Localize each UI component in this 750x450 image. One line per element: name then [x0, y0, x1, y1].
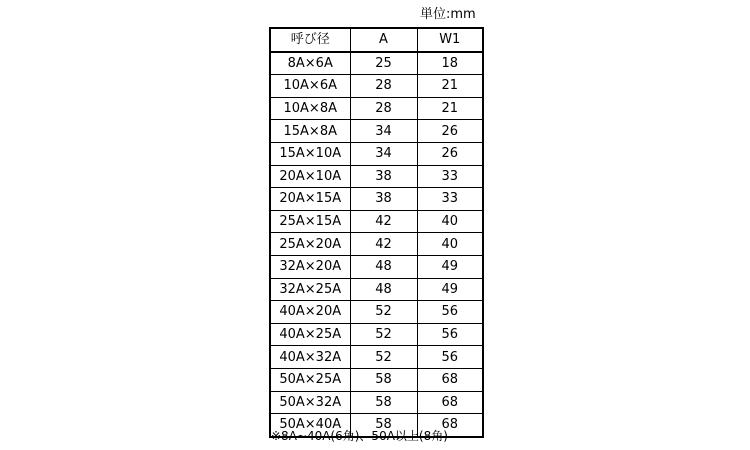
table-row: [270, 142, 483, 165]
table-row: [270, 391, 483, 414]
table-row: [270, 323, 483, 346]
cell-a: 52: [350, 346, 417, 369]
cell-a: 52: [350, 301, 417, 324]
cell-a: 48: [350, 255, 417, 278]
header-nominal-size: 呼び径: [270, 28, 350, 52]
cell-a: 28: [350, 97, 417, 120]
cell-nominal-size: 40A×20A: [270, 301, 350, 324]
cell-nominal-size: 10A×8A: [270, 97, 350, 120]
table-row: [270, 368, 483, 391]
footnote: ※8A~40A(6角)、50A以上(8角): [271, 429, 448, 443]
cell-w1: 26: [417, 120, 483, 143]
unit-label: 単位:mm: [420, 7, 476, 22]
cell-nominal-size: 8A×6A: [270, 52, 350, 75]
table-row: [270, 120, 483, 143]
table-row: [270, 210, 483, 233]
cell-nominal-size: 20A×10A: [270, 165, 350, 188]
header-a: A: [350, 28, 417, 52]
cell-a: 58: [350, 414, 417, 437]
table-row: [270, 301, 483, 324]
cell-w1: 40: [417, 233, 483, 256]
table-row: [270, 255, 483, 278]
cell-w1: 33: [417, 165, 483, 188]
cell-a: 58: [350, 368, 417, 391]
cell-w1: 33: [417, 188, 483, 211]
cell-nominal-size: 15A×10A: [270, 142, 350, 165]
cell-a: 34: [350, 120, 417, 143]
table-row: [270, 233, 483, 256]
cell-a: 42: [350, 210, 417, 233]
cell-a: 25: [350, 52, 417, 75]
cell-a: 38: [350, 165, 417, 188]
cell-nominal-size: 10A×6A: [270, 75, 350, 98]
cell-a: 52: [350, 323, 417, 346]
cell-nominal-size: 40A×25A: [270, 323, 350, 346]
cell-a: 34: [350, 142, 417, 165]
cell-w1: 56: [417, 301, 483, 324]
table-body: [270, 52, 483, 437]
cell-nominal-size: 40A×32A: [270, 346, 350, 369]
cell-w1: 56: [417, 323, 483, 346]
cell-nominal-size: 50A×40A: [270, 414, 350, 437]
cell-nominal-size: 50A×32A: [270, 391, 350, 414]
cell-nominal-size: 32A×25A: [270, 278, 350, 301]
cell-w1: 40: [417, 210, 483, 233]
cell-w1: 49: [417, 255, 483, 278]
cell-w1: 21: [417, 75, 483, 98]
cell-w1: 56: [417, 346, 483, 369]
cell-nominal-size: 20A×15A: [270, 188, 350, 211]
cell-w1: 68: [417, 391, 483, 414]
cell-w1: 49: [417, 278, 483, 301]
cell-a: 58: [350, 391, 417, 414]
table-row: [270, 97, 483, 120]
cell-nominal-size: 25A×20A: [270, 233, 350, 256]
table-header-row: [270, 28, 483, 52]
table-row: [270, 188, 483, 211]
cell-a: 28: [350, 75, 417, 98]
cell-a: 42: [350, 233, 417, 256]
cell-w1: 68: [417, 414, 483, 437]
table-row: [270, 75, 483, 98]
cell-w1: 68: [417, 368, 483, 391]
cell-a: 48: [350, 278, 417, 301]
table-row: [270, 346, 483, 369]
cell-w1: 21: [417, 97, 483, 120]
table-row: [270, 278, 483, 301]
header-w1: W1: [417, 28, 483, 52]
cell-nominal-size: 32A×20A: [270, 255, 350, 278]
cell-w1: 18: [417, 52, 483, 75]
cell-w1: 26: [417, 142, 483, 165]
table-row: [270, 165, 483, 188]
cell-nominal-size: 15A×8A: [270, 120, 350, 143]
cell-nominal-size: 50A×25A: [270, 368, 350, 391]
table-row: [270, 52, 483, 75]
cell-a: 38: [350, 188, 417, 211]
spec-table: [269, 27, 484, 438]
cell-nominal-size: 25A×15A: [270, 210, 350, 233]
